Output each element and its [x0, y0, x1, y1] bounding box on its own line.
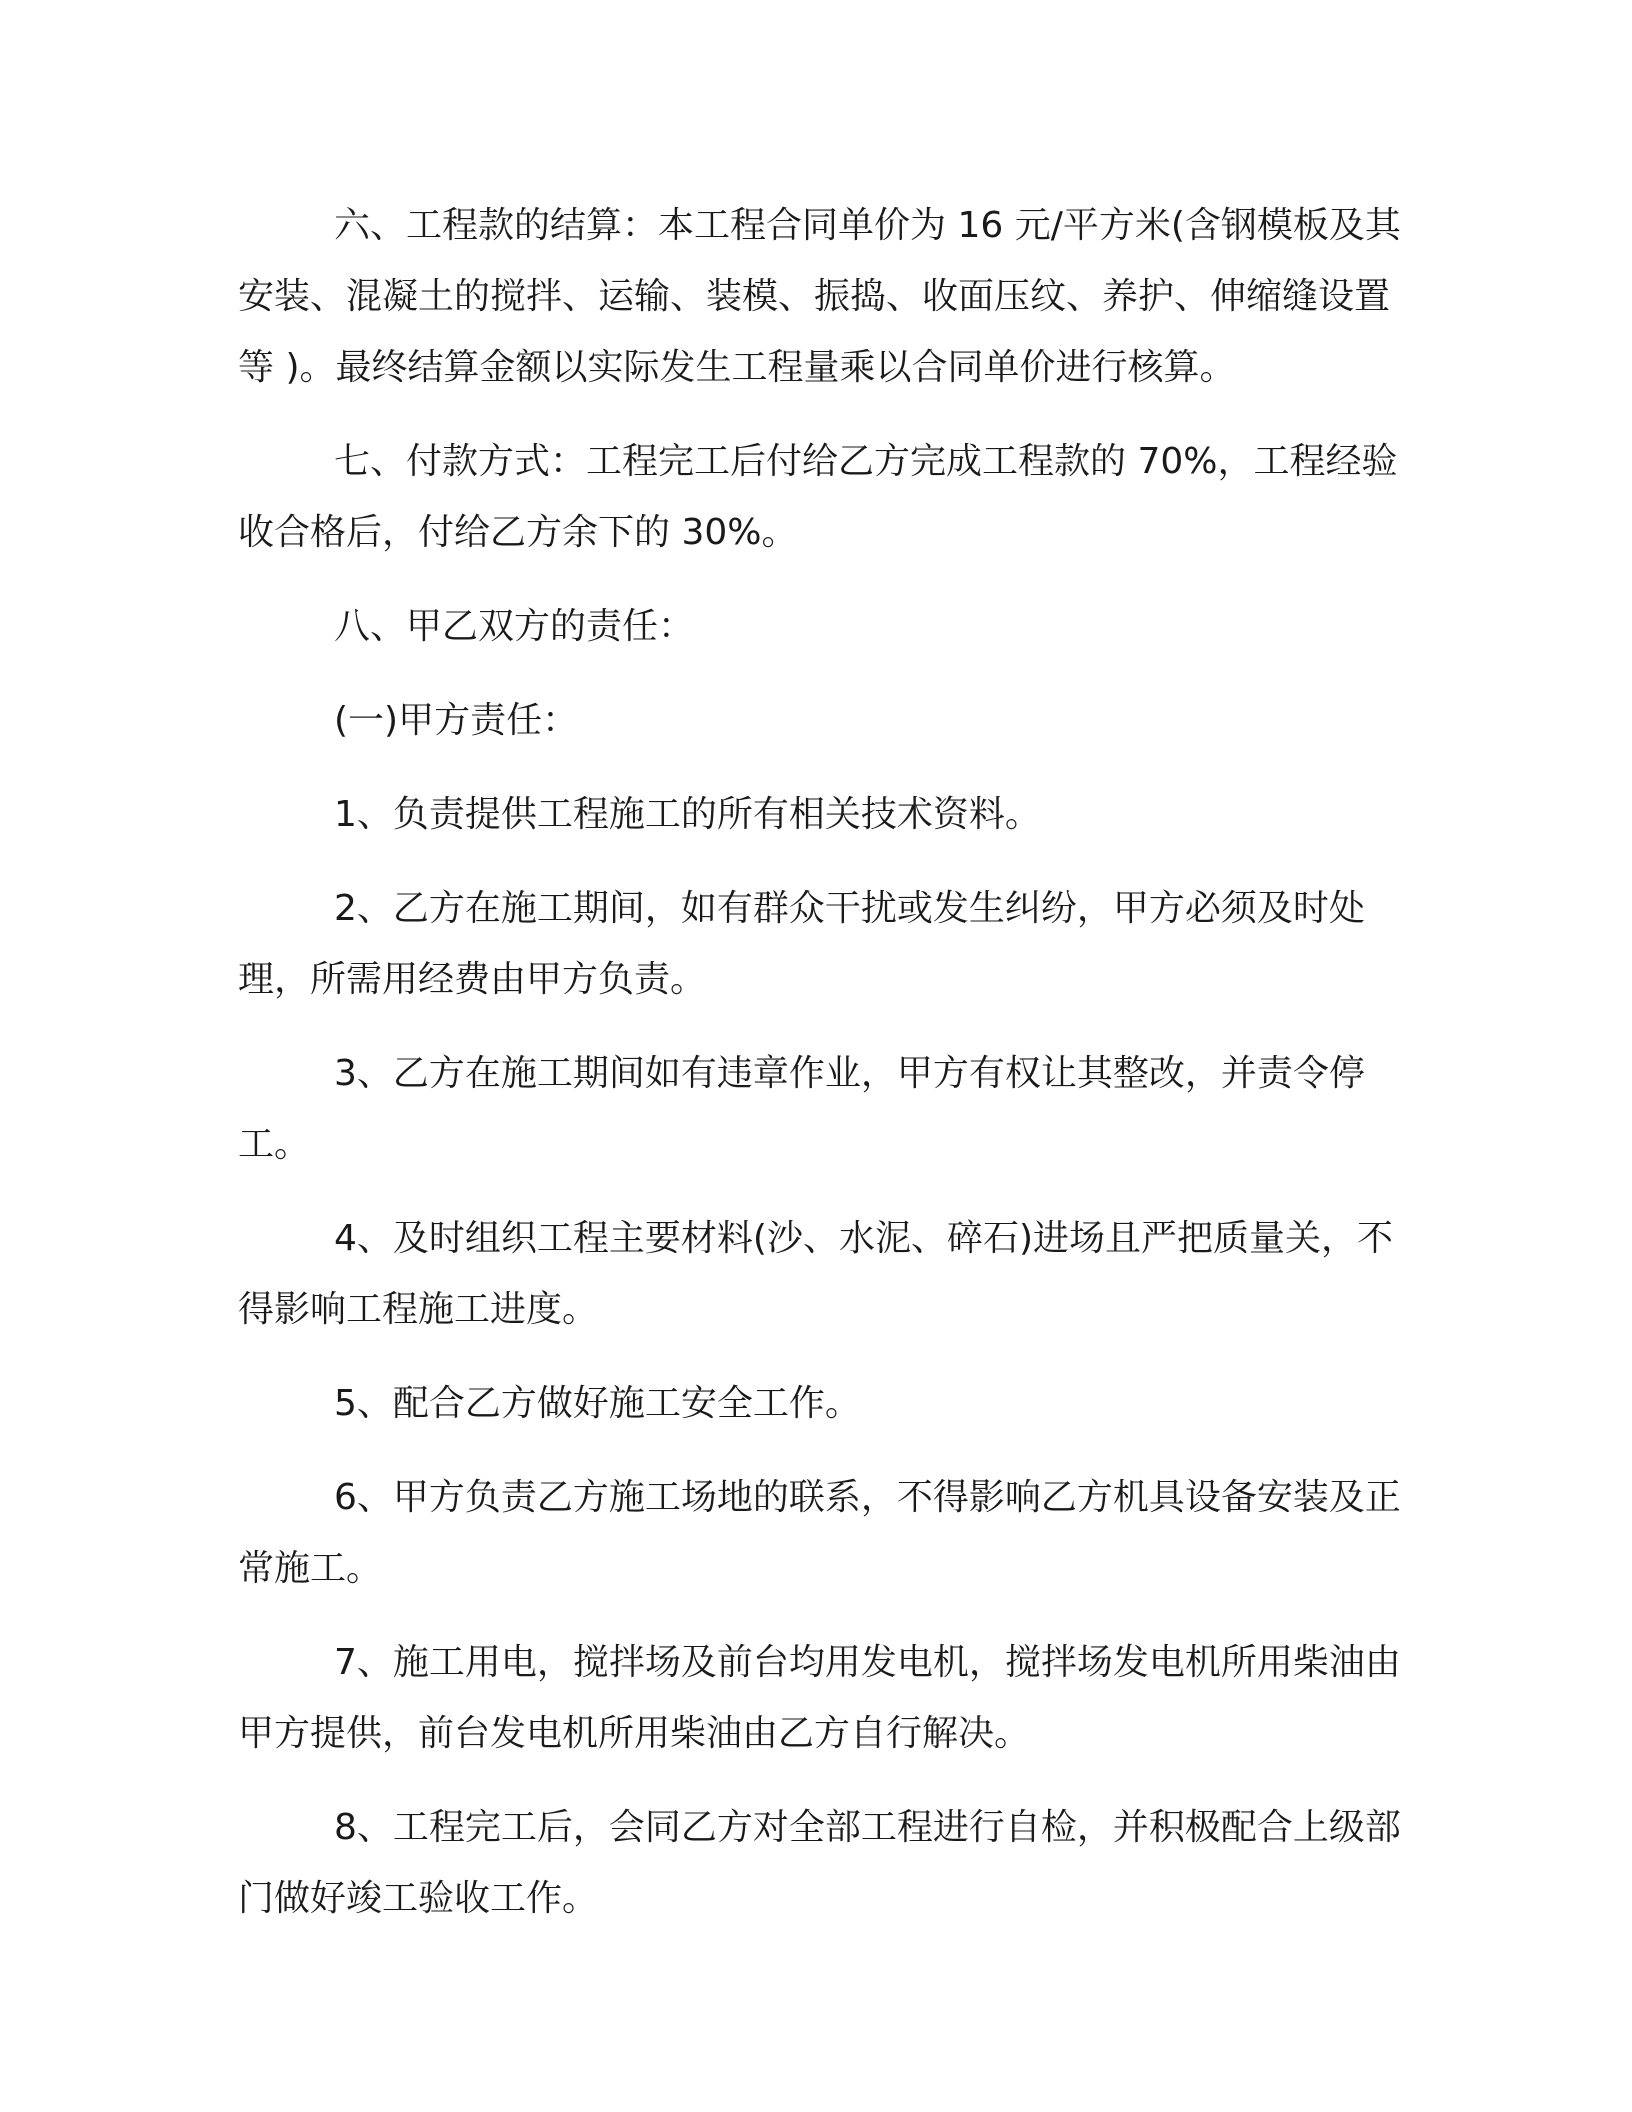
paragraph-item-6: 6、甲方负责乙方施工场地的联系，不得影响乙方机具设备安装及正常施工。	[238, 1477, 1401, 1589]
paragraph-item-8: 8、工程完工后，会同乙方对全部工程进行自检，并积极配合上级部门做好竣工验收工作。	[238, 1807, 1401, 1919]
document-body	[238, 190, 1408, 1957]
paragraph-settlement: 六、工程款的结算：本工程合同单价为 16 元/平方米(含钢模板及其安装、混凝土的搅拌、运输、装模、振捣、收面压纹、养护、伸缩缝设置等 )。最终结算金额以实际发生工程量乘以合同单价进行核算。	[238, 205, 1401, 388]
paragraph-party-a-heading: (一)甲方责任：	[334, 700, 579, 741]
paragraph-item-7: 7、施工用电，搅拌场及前台均用发电机，搅拌场发电机所用柴油由甲方提供，前台发电机所用柴油由乙方自行解决。	[238, 1642, 1401, 1754]
paragraph-responsibilities-heading: 八、甲乙双方的责任：	[334, 606, 695, 647]
paragraph-item-4: 4、及时组织工程主要材料(沙、水泥、碎石)进场且严把质量关，不得影响工程施工进度。	[238, 1218, 1393, 1330]
paragraph-item-3: 3、乙方在施工期间如有违章作业，甲方有权让其整改，并责令停工。	[238, 1053, 1365, 1165]
paragraph-item-2: 2、乙方在施工期间，如有群众干扰或发生纠纷，甲方必须及时处理，所需用经费由甲方负责。	[238, 888, 1365, 1000]
paragraph-item-5: 5、配合乙方做好施工安全工作。	[334, 1383, 861, 1424]
paragraph-item-1: 1、负责提供工程施工的所有相关技术资料。	[334, 794, 1041, 835]
paragraph-payment-method: 七、付款方式：工程完工后付给乙方完成工程款的 70%，工程经验收合格后，付给乙方余下的 30%。	[238, 441, 1398, 553]
